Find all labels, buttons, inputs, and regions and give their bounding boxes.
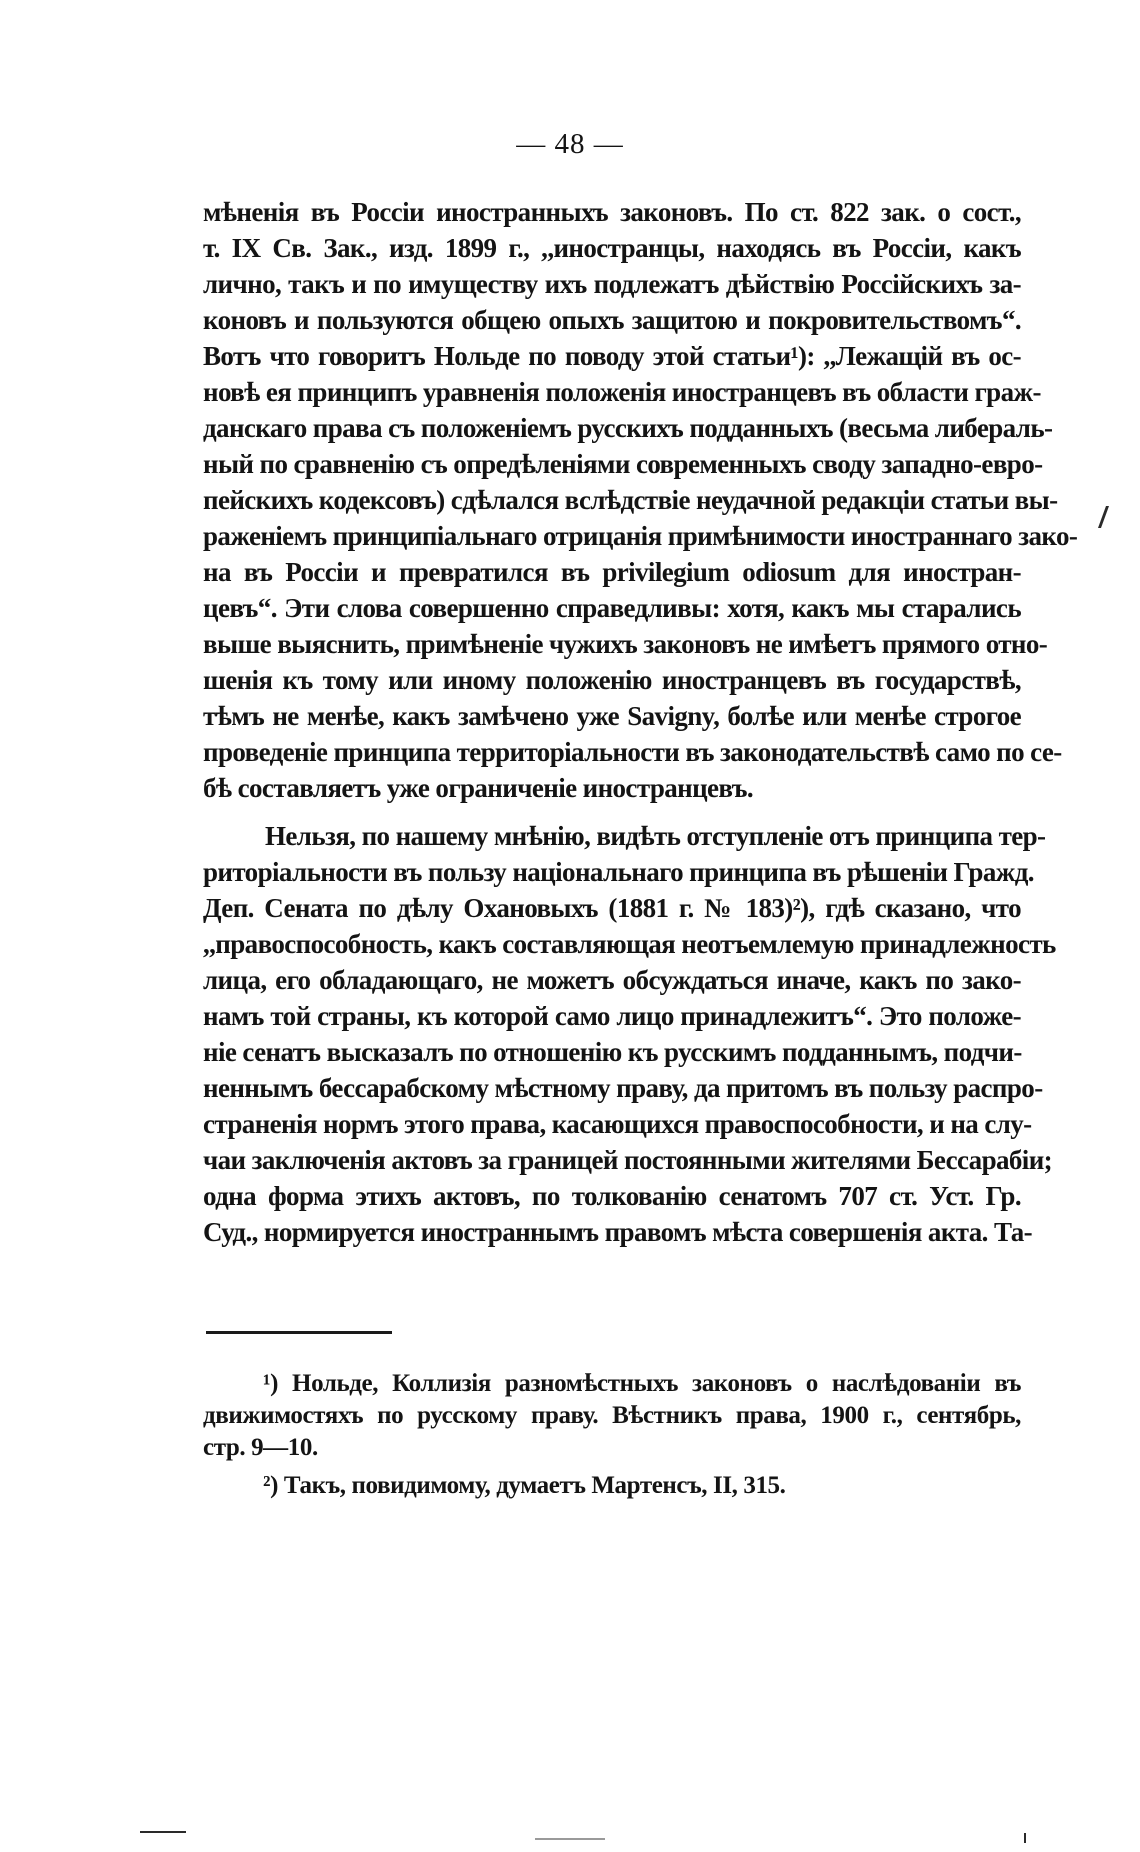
text-line: риторіальности въ пользу національнаго принципа въ рѣшеніи Гражд.: [203, 857, 1034, 887]
text-line: ный по сравненію съ опредѣленіями современныхъ своду западно-евро-: [203, 449, 1043, 479]
text-line: Вотъ что говоритъ Нольде по поводу этой статьи¹): ,,Лежащій въ ос-: [203, 341, 1021, 371]
text-line: страненія нормъ этого права, касающихся правоспособности, и на слу-: [203, 1109, 1032, 1139]
text-line: коновъ и пользуются общею опыхъ защитою и покровительствомъ“.: [203, 305, 1021, 335]
text-line: т. IX Св. Зак., изд. 1899 г., ,,иностранцы, находясь въ Россіи, какъ: [203, 233, 1021, 263]
paragraph: [203, 818, 1056, 1250]
text-line: чаи заключенія актовъ за границей постоянными жителями Бессарабіи;: [203, 1145, 1053, 1175]
text-line: намъ той страны, къ которой само лицо принадлежитъ“. Это положе-: [203, 1001, 1021, 1031]
page-number: — 48 —: [516, 128, 624, 160]
text-line: Деп. Сената по дѣлу Охановыхъ (1881 г. № 183)²), гдѣ сказано, что: [203, 893, 1021, 923]
footnote-line: ²) Такъ, повидимому, думаетъ Мартенсъ, II, 315.: [263, 1472, 786, 1499]
text-line: ніе сенатъ высказалъ по отношенію къ русскимъ подданнымъ, подчи-: [203, 1037, 1022, 1067]
text-line: проведеніе принципа территоріальности въ законодательствѣ само по се-: [203, 737, 1062, 767]
text-line: пейскихъ кодексовъ) сдѣлался вслѣдствіе неудачной редакціи статьи вы-: [203, 485, 1058, 515]
text-line: одна форма этихъ актовъ, по толкованію сенатомъ 707 ст. Уст. Гр.: [203, 1181, 1021, 1211]
paragraph: [203, 194, 1078, 806]
text-line: тѣмъ не менѣе, какъ замѣчено уже Savigny, болѣе или менѣе строгое: [203, 701, 1021, 731]
scan-mark: [1024, 1833, 1026, 1843]
main-text: [203, 194, 1078, 1250]
text-line: шенія къ тому или иному положенію иностранцевъ въ государствѣ,: [203, 665, 1021, 695]
text-line: цевъ“. Эти слова совершенно справедливы: хотя, какъ мы старались: [203, 593, 1021, 623]
text-line: Суд., нормируется иностраннымъ правомъ мѣста совершенія акта. Та-: [203, 1217, 1032, 1247]
footnote-2: [203, 1470, 1021, 1502]
text-line: мѣненія въ Россіи иностранныхъ законовъ. По ст. 822 зак. о сост.,: [203, 197, 1021, 227]
text-line: выше выяснить, примѣненіе чужихъ законовъ не имѣетъ прямого отно-: [203, 629, 1048, 659]
text-line: на въ Россіи и превратился въ privilegium odiosum для иностран-: [203, 557, 1021, 587]
text-line: Нельзя, по нашему мнѣнію, видѣть отступленіе отъ принципа тер-: [265, 821, 1046, 851]
footnote-line: стр. 9—10.: [203, 1434, 318, 1461]
text-line: неннымъ бессарабскому мѣстному праву, да притомъ въ пользу распро-: [203, 1073, 1043, 1103]
text-line: бѣ составляетъ уже ограниченіе иностранцевъ.: [203, 773, 754, 803]
footnote-line: ¹) Нольде, Коллизія разномѣстныхъ законовъ о наслѣдованіи въ: [263, 1370, 1021, 1397]
text-line: новѣ ея принципъ уравненія положенія иностранцевъ въ области граж-: [203, 377, 1041, 407]
text-line: лица, его обладающаго, не можетъ обсуждаться иначе, какъ по зако-: [203, 965, 1021, 995]
footnote-1: [203, 1368, 1021, 1464]
scan-mark: [140, 1831, 186, 1833]
footnote-divider: [206, 1331, 392, 1334]
scan-mark: [1098, 506, 1109, 528]
text-line: данскаго права съ положеніемъ русскихъ подданныхъ (весьма либераль-: [203, 413, 1053, 443]
text-line: раженіемъ принципіальнаго отрицанія примѣнимости иностраннаго зако-: [203, 521, 1078, 551]
text-line: ,,правоспособность, какъ составляющая неотъемлемую принадлежность: [203, 929, 1056, 959]
footnotes: [203, 1368, 1021, 1502]
scan-mark: [535, 1838, 605, 1840]
text-line: лично, такъ и по имуществу ихъ подлежатъ дѣйствію Россійскихъ за-: [203, 269, 1021, 299]
footnote-line: движимостяхъ по русскому праву. Вѣстникъ права, 1900 г., сентябрь,: [203, 1402, 1021, 1429]
